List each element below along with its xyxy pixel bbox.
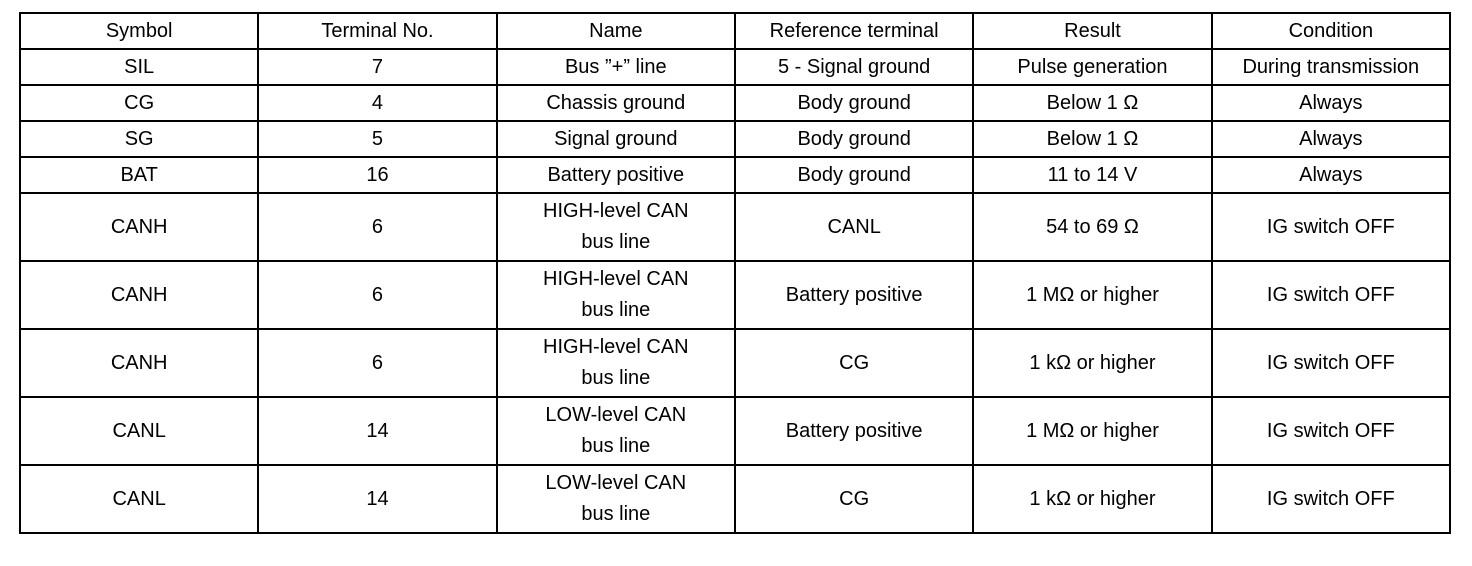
table-header-row: [20, 13, 1450, 49]
cell-name-line: Signal ground: [554, 127, 678, 150]
cell-symbol: SIL: [20, 49, 258, 85]
cell-name: [497, 397, 735, 465]
table-row: [20, 465, 1450, 533]
cell-name: [497, 85, 735, 121]
cell-symbol: CANH: [20, 193, 258, 261]
cell-symbol: CANL: [20, 397, 258, 465]
cell-result: 1 MΩ or higher: [973, 261, 1211, 329]
terminal-table: [19, 12, 1451, 534]
cell-terminal-no: 6: [258, 261, 496, 329]
cell-condition: IG switch OFF: [1212, 261, 1450, 329]
cell-symbol: CANH: [20, 329, 258, 397]
cell-reference-terminal: CG: [735, 329, 973, 397]
cell-reference-terminal: Battery positive: [735, 397, 973, 465]
table-row: [20, 85, 1450, 121]
table-row: [20, 193, 1450, 261]
cell-name-line: LOW-level CAN: [545, 404, 687, 426]
cell-terminal-no: 4: [258, 85, 496, 121]
header-condition: Condition: [1212, 13, 1450, 49]
cell-condition: IG switch OFF: [1212, 329, 1450, 397]
cell-condition: During transmission: [1212, 49, 1450, 85]
cell-name: [497, 465, 735, 533]
cell-result: 1 kΩ or higher: [973, 329, 1211, 397]
cell-name: [497, 157, 735, 193]
cell-result: Below 1 Ω: [973, 85, 1211, 121]
cell-name: [497, 261, 735, 329]
cell-name-line: bus line: [581, 435, 651, 457]
cell-reference-terminal: Body ground: [735, 157, 973, 193]
cell-terminal-no: 5: [258, 121, 496, 157]
cell-condition: Always: [1212, 121, 1450, 157]
header-name: Name: [497, 13, 735, 49]
cell-result: Below 1 Ω: [973, 121, 1211, 157]
cell-terminal-no: 14: [258, 465, 496, 533]
cell-reference-terminal: CG: [735, 465, 973, 533]
cell-name-line: bus line: [581, 503, 651, 525]
cell-reference-terminal: Body ground: [735, 85, 973, 121]
table-row: [20, 121, 1450, 157]
cell-symbol: SG: [20, 121, 258, 157]
terminal-table-body: [20, 13, 1450, 533]
cell-name: [497, 193, 735, 261]
cell-reference-terminal: Battery positive: [735, 261, 973, 329]
cell-name-line: LOW-level CAN: [545, 472, 687, 494]
cell-condition: Always: [1212, 85, 1450, 121]
cell-name-line: Bus ”+” line: [564, 55, 667, 78]
cell-reference-terminal: CANL: [735, 193, 973, 261]
cell-result: Pulse generation: [973, 49, 1211, 85]
cell-reference-terminal: 5 - Signal ground: [735, 49, 973, 85]
cell-name-line: HIGH-level CAN: [543, 268, 689, 290]
cell-terminal-no: 7: [258, 49, 496, 85]
header-reference-terminal: Reference terminal: [735, 13, 973, 49]
cell-name-line: HIGH-level CAN: [543, 200, 689, 222]
cell-symbol: BAT: [20, 157, 258, 193]
cell-name-line: Battery positive: [547, 163, 685, 186]
cell-name-line: HIGH-level CAN: [543, 336, 689, 358]
table-row: [20, 157, 1450, 193]
table-row: [20, 261, 1450, 329]
cell-name: [497, 121, 735, 157]
cell-condition: IG switch OFF: [1212, 465, 1450, 533]
cell-condition: IG switch OFF: [1212, 397, 1450, 465]
cell-result: 11 to 14 V: [973, 157, 1211, 193]
cell-terminal-no: 16: [258, 157, 496, 193]
cell-symbol: CANH: [20, 261, 258, 329]
cell-result: 54 to 69 Ω: [973, 193, 1211, 261]
cell-condition: IG switch OFF: [1212, 193, 1450, 261]
header-symbol: Symbol: [20, 13, 258, 49]
cell-terminal-no: 6: [258, 193, 496, 261]
header-terminal-no: Terminal No.: [258, 13, 496, 49]
cell-name: [497, 49, 735, 85]
table-row: [20, 329, 1450, 397]
cell-name: [497, 329, 735, 397]
cell-name-line: bus line: [581, 367, 651, 389]
cell-name-line: bus line: [581, 231, 651, 253]
cell-result: 1 kΩ or higher: [973, 465, 1211, 533]
header-result: Result: [973, 13, 1211, 49]
cell-terminal-no: 6: [258, 329, 496, 397]
table-row: [20, 397, 1450, 465]
cell-name-line: Chassis ground: [546, 91, 686, 114]
cell-terminal-no: 14: [258, 397, 496, 465]
cell-symbol: CANL: [20, 465, 258, 533]
cell-name-line: bus line: [581, 299, 651, 321]
cell-result: 1 MΩ or higher: [973, 397, 1211, 465]
cell-condition: Always: [1212, 157, 1450, 193]
table-row: [20, 49, 1450, 85]
cell-symbol: CG: [20, 85, 258, 121]
cell-reference-terminal: Body ground: [735, 121, 973, 157]
